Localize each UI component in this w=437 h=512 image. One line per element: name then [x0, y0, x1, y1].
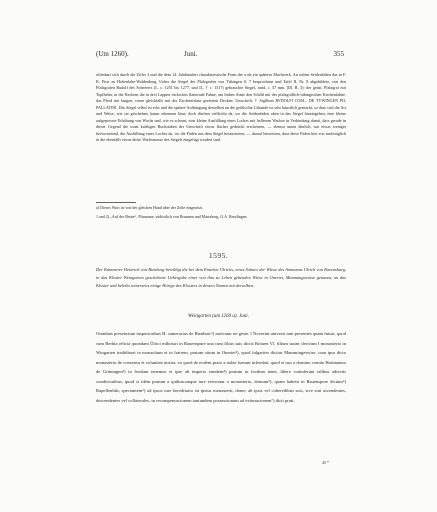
dateline: Weingarten (um 1260 a). Juni.: [188, 314, 249, 319]
running-header: [96, 50, 344, 62]
footnote-continuation: offenbart sich durch die Ziffer 3 und die dem 14. Jahrhundert charakteristische Form der a als ein späteres Machwerk. An rothen Seidenfäden das in F. K. First zu Hohenlohe-Waldenburg, Ueber die Siegel der Pfalzgrafen von Tübingen S. 7 besprochene und Tafel II, Nr. 8 abgebildete, von den Pfalzgrafen Rudolf des Scheerers (I., c. 1251 bis 1277, und II., † c. 1317) gebrauchte Siegel, rund, c. 57 mm. (III. B. 3): der geäst. Pfalzgraf mit Topfhelm, in der Rechten die in drei Lappen rückwärts flatternde Fahne, am linken Arme den Schild mit der pfalzgräflich-tübingischen Kirchenfahne, das Pferd mit langen, vorne gleichfalls mit der Kirchenfahne gezierten Decken; Umschrift: † Sigillum RVDOLFI COM... DE TVWINGEN PIL PALLATINI. Das Siegel selbst ist echt und die spätere Aufhängung desselben an die gefälschte Urkunde ist sehr künstlich gemacht, so dass sich die Art und Weise, wie sie geschehen, kaum erkennen lässt; doch dürften vielleicht da, wo die Seidenfäden oben in das Siegel hineingehen, eine kleine aufgepresste Erhöhung von Wachs und, wie es scheint, eine kleine Ausfüllung eines Loches mit hellerem Wachse in Verbindung damit, dass gerade in dieser Gegend die sonst kräftigen Buchstaben der Umschrift etwas flacher gedrückt erscheinen, — ebenso unten ähnlich, nur etwas weniger hervortretend, die Ausfüllung eines Loches da, wo die Fäden aus dem Siegel heraustreten, — darauf hinweisen, dass diese Fäden hier erst nachträglich in die ebenfalls etwas dicke Wachsmasse des Siegels eingefügt worden sind.: [96, 72, 346, 142]
header-month: Juni.: [184, 50, 198, 58]
footnote-rule: [96, 202, 136, 203]
document-number: 1595.: [208, 251, 229, 260]
page-number: 355: [333, 50, 344, 58]
document-abstract: Der Kämmerer Heinrich von Bienburg bewilligt die bei dem Eintritte Ulrichs, eines Sohnes der Witwe des Ammanns Ulrich von Ravensburg, in das Kloster Weingarten geschehene Uebergabe einer von ihm zu Lehen gehenden Wiese in Oneriet, Mammingeswise genannt, an das Kloster und beleiht seinerseits einige Hörige des Klosters in dessen Namen mit derselben.: [96, 267, 346, 289]
document-body: Omnibus presencium inspectoribus H. camerarius de Bienburc¹) noticiam rei geste. ‖ Noverint universi tam presentes quam futuri, quod cum Berhta relicta quondam Ŭlrici mi‖nistri in Rauenspure una cum filius suis dictis Bröuen Vl. filium suum clericum ‖ monasterio in Wingarten tradidisset in monachum et in fratrem, pratum situm in Oneriet²), quod fulgariter dicitur Mammingeswise, cum ipso dicto monasterio de consensu et voluntate nostra, eo quod de eodem prato a nobis fuerant infeodati, quod et nos a domino comite Hartmanno de Grüningen³) in feodum tenemus et ipse ab imperio eundem⁴) pratum in feodum tenet, libere contulerunt talibus adiectis condicionibus, quod si idem pratum a quibuscunque iure evincatur a monasterio, domum⁵), quam habent in Rauenspure dictum⁶) Rapellenhûs, spectantem⁶) ad ipsos iure hereditario sit ipsius monasterii, donec ab ipsis vel coheredibus suis, sive sint ascendentes, descendentes vel collaterales, in recompensacionem tantundem possessionum ad extimacionem⁷) dicti prati,: [96, 331, 346, 403]
footnote-1: 1 and 2) „Auf der Beute“, Flurname, südöstlich von Brunnen und Mariaberg, O.A. Reutlingen.: [96, 214, 248, 219]
header-date: (Um 1260).: [96, 50, 129, 58]
footnote-a: a) Dieses Wort ist von der gleichen Hand über der Zeile eingesetzt.: [96, 205, 204, 210]
signature-mark: 45 *: [322, 460, 329, 465]
